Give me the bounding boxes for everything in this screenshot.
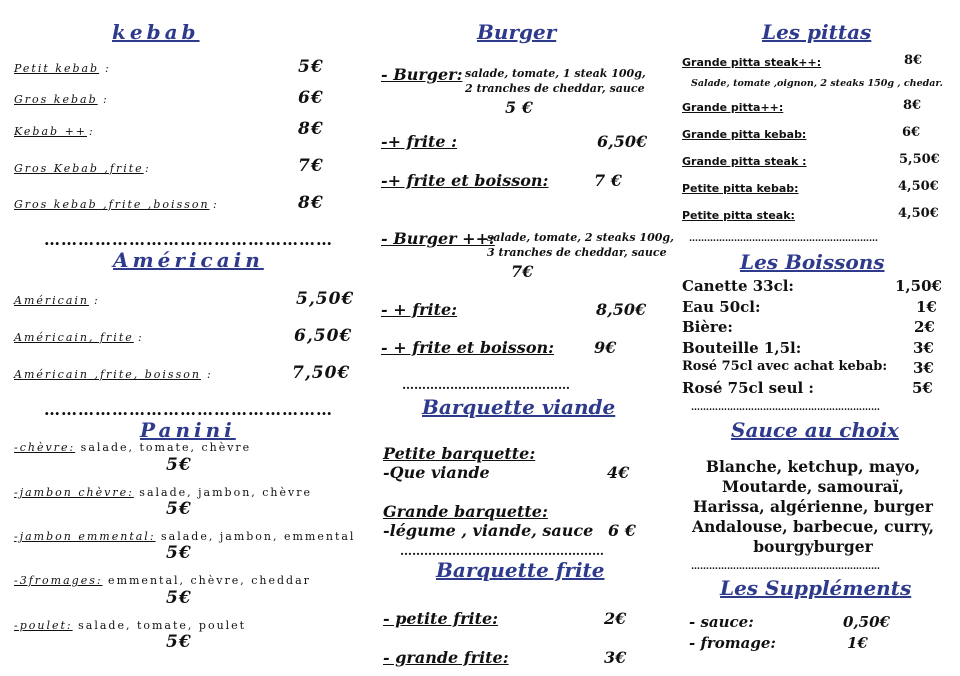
boissons-title: Les Boissons — [740, 250, 885, 274]
pitta-item-name: Grande pitta kebab: — [682, 128, 807, 141]
kebab-title: kebab — [112, 20, 200, 44]
burgerpp-name: - Burger ++: — [381, 229, 495, 248]
burger-price: 5 € — [505, 98, 533, 117]
pitta-item-price: 8€ — [904, 53, 923, 68]
grande-frite: - grande frite: — [383, 648, 509, 667]
petite-frite-price: 2€ — [604, 609, 627, 628]
colon: : — [213, 198, 219, 211]
panini-item: -3fromages: emmental, chèvre, cheddar — [14, 574, 311, 587]
kebab-item-name: Gros kebab — [14, 93, 98, 106]
pitta-item-name: Petite pitta steak: — [682, 209, 795, 222]
kebab-item-price: 5€ — [298, 57, 324, 77]
pitta-item-name: Grande pitta++: — [682, 101, 784, 114]
americain-item-price: 7,50€ — [292, 363, 351, 383]
sauce-line: Moutarde, samouraï, — [722, 477, 904, 496]
petite-barquette-label: Petite barquette: — [383, 444, 536, 463]
burgerpp-desc: 3 tranches de cheddar, sauce — [487, 246, 667, 259]
colon: : — [103, 93, 109, 106]
grande-barquette-label: Grande barquette: — [383, 502, 548, 521]
americain-item-price: 5,50€ — [296, 289, 355, 309]
boisson-item-price: 3€ — [913, 359, 934, 377]
colon: : — [105, 62, 111, 75]
panini-item: -chèvre: salade, tomate, chèvre — [14, 441, 252, 454]
grande-frite-price: 3€ — [604, 648, 627, 667]
boisson-item-name: Rosé 75cl avec achat kebab: — [682, 359, 888, 374]
panini-item-price: 5€ — [166, 632, 192, 652]
pitta-item-name: Grande pitta steak : — [682, 155, 807, 168]
burgerpp-frite: - + frite: — [381, 300, 458, 319]
boisson-item-name: Canette 33cl: — [682, 277, 794, 295]
separator: …………………………………… — [402, 378, 570, 392]
sauce-line: bourgyburger — [753, 537, 873, 556]
supplement-item-name: - fromage: — [689, 634, 776, 652]
boisson-item-price: 1,50€ — [895, 277, 942, 295]
pitta-item-name: Grande pitta steak++: — [682, 56, 822, 69]
boisson-item-name: Rosé 75cl seul : — [682, 379, 814, 397]
kebab-item-price: 7€ — [298, 156, 324, 176]
kebab-item-price: 8€ — [298, 193, 324, 213]
petite-barquette-price: 4€ — [607, 463, 630, 482]
separator: …………………………………………… — [44, 230, 333, 249]
kebab-item-name: Kebab ++ — [14, 125, 88, 138]
kebab-item-name: Petit kebab — [14, 62, 100, 75]
colon: : — [94, 294, 100, 307]
pitta-item-price: 8€ — [903, 98, 922, 113]
sauces-title: Sauce au choix — [731, 418, 899, 442]
barquette-viande-title: Barquette viande — [422, 395, 616, 419]
boisson-item-name: Bouteille 1,5l: — [682, 339, 802, 357]
supplements-title: Les Suppléments — [720, 576, 912, 600]
boisson-item-price: 2€ — [914, 318, 935, 336]
burger-desc: salade, tomate, 1 steak 100g, — [465, 67, 646, 80]
boisson-item-price: 5€ — [912, 379, 933, 397]
burger-frite: -+ frite : — [381, 132, 458, 151]
burgerpp-frite-boisson: - + frite et boisson: — [381, 338, 555, 357]
americain-item-price: 6,50€ — [294, 326, 353, 346]
kebab-item-name: Gros Kebab ,frite — [14, 162, 144, 175]
burger-frite-price: 6,50€ — [597, 132, 648, 151]
burgerpp-desc: salade, tomate, 2 steaks 100g, — [487, 231, 674, 244]
panini-item-price: 5€ — [166, 455, 192, 475]
burger-frite-boisson: -+ frite et boisson: — [381, 171, 549, 190]
separator: …………………………………………… — [400, 544, 604, 558]
petite-barquette-desc: -Que viande — [383, 463, 490, 482]
separator: ……………………………………………………… — [689, 234, 878, 244]
panini-item: -poulet: salade, tomate, poulet — [14, 619, 247, 632]
panini-item-price: 5€ — [166, 499, 192, 519]
boisson-item-name: Eau 50cl: — [682, 298, 761, 316]
supplement-item-price: 1€ — [847, 634, 868, 652]
panini-item: -jambon emmental: salade, jambon, emmental — [14, 530, 356, 543]
barquette-frite-title: Barquette frite — [436, 558, 605, 582]
burger-name: - Burger: — [381, 65, 463, 84]
sauce-line: Blanche, ketchup, mayo, — [705, 457, 921, 476]
kebab-item-price: 8€ — [298, 119, 324, 139]
burgerpp-frite-boisson-price: 9€ — [594, 338, 617, 357]
burgerpp-frite-price: 8,50€ — [596, 300, 647, 319]
separator: ……………………………………………………… — [691, 562, 880, 572]
panini-item: -jambon chèvre: salade, jambon, chèvre — [14, 486, 313, 499]
pitta-item-name: Petite pitta kebab: — [682, 182, 799, 195]
sauce-line: Harissa, algérienne, burger — [693, 497, 933, 516]
colon: : — [207, 368, 213, 381]
grande-barquette-price: 6 € — [608, 521, 636, 540]
separator: ……………………………………………………… — [691, 403, 880, 413]
pitta-item-price: 4,50€ — [898, 179, 939, 194]
colon: : — [145, 162, 151, 175]
pitta-desc: Salade, tomate ,oignon, 2 steaks 150g , chedar. — [691, 78, 943, 89]
panini-item-price: 5€ — [166, 543, 192, 563]
colon: : — [138, 331, 144, 344]
sauce-line: Andalouse, barbecue, curry, — [691, 517, 935, 536]
pitta-item-price: 6€ — [902, 125, 921, 140]
panini-title: Panini — [140, 418, 236, 442]
pittas-title: Les pittas — [762, 20, 872, 44]
boisson-item-name: Bière: — [682, 318, 733, 336]
burgerpp-price: 7€ — [511, 262, 534, 281]
pitta-item-price: 4,50€ — [898, 206, 939, 221]
americain-item-name: Américain — [14, 294, 89, 307]
burger-frite-boisson-price: 7 € — [594, 171, 622, 190]
pitta-item-price: 5,50€ — [899, 152, 940, 167]
kebab-item-price: 6€ — [298, 88, 324, 108]
supplement-item-name: - sauce: — [689, 613, 754, 631]
grande-barquette-desc: -légume , viande, sauce — [383, 521, 594, 540]
burger-desc: 2 tranches de cheddar, sauce — [465, 82, 645, 95]
boisson-item-price: 3€ — [913, 339, 934, 357]
separator: …………………………………………… — [44, 400, 333, 419]
boisson-item-price: 1€ — [916, 298, 937, 316]
americain-item-name: Américain ,frite, boisson — [14, 368, 201, 381]
panini-item-price: 5€ — [166, 588, 192, 608]
americain-title: Américain — [113, 248, 264, 272]
supplement-item-price: 0,50€ — [843, 613, 890, 631]
kebab-item-name: Gros kebab ,frite ,boisson — [14, 198, 210, 211]
americain-item-name: Américain, frite — [14, 331, 134, 344]
colon: : — [89, 125, 95, 138]
petite-frite: - petite frite: — [383, 609, 499, 628]
burger-title: Burger — [477, 20, 557, 44]
